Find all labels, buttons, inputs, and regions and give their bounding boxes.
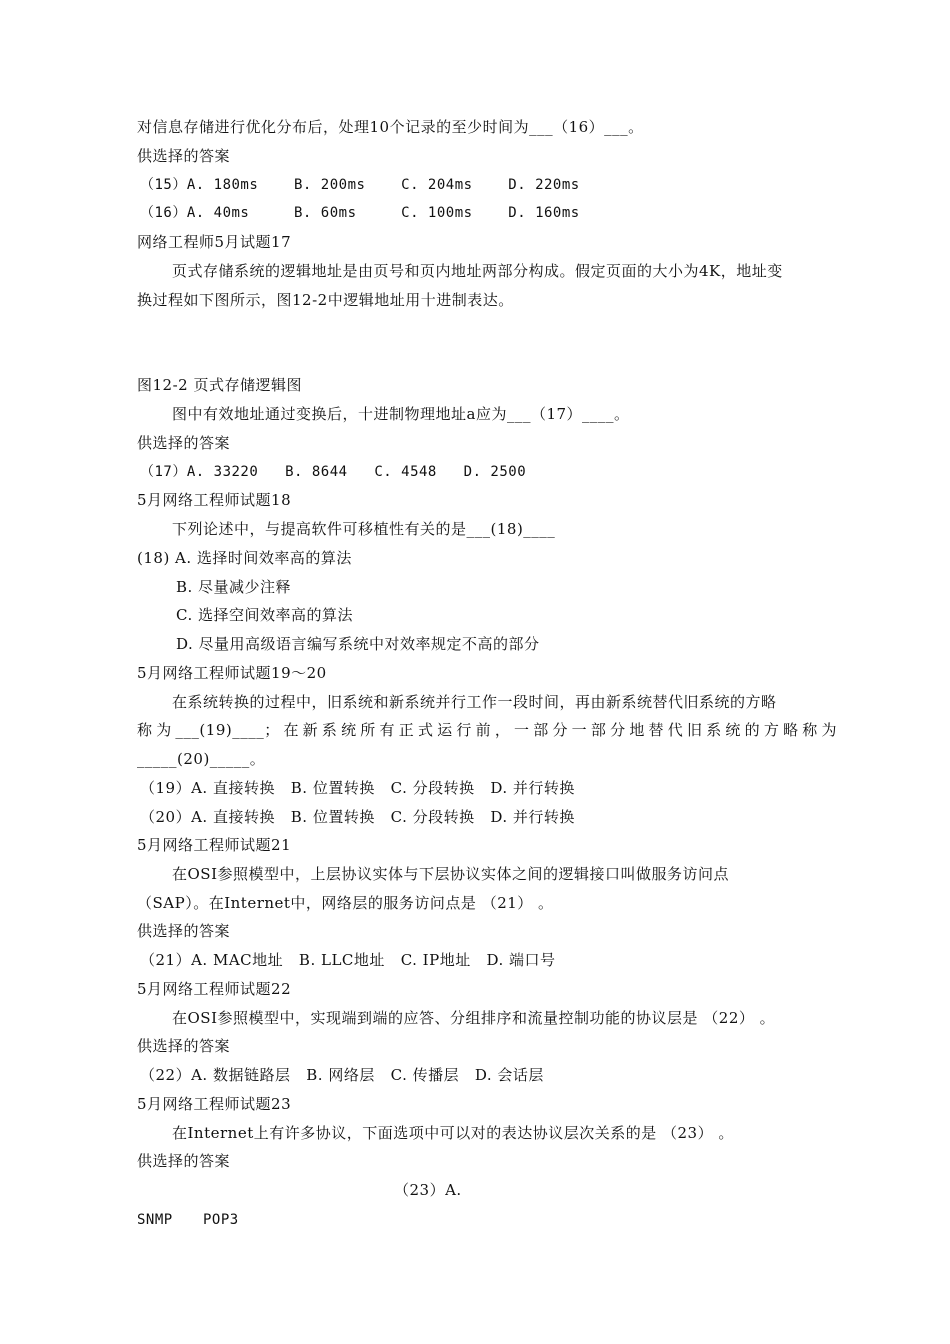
q17-body-line-2: 换过程如下图所示，图12-2中逻辑地址用十进制表达。 [137,291,514,309]
q16-options: （16）A. 40ms B. 60ms C. 100ms D. 160ms [140,205,580,221]
q23-pop3-label: POP3 [203,1212,239,1228]
choices-header: 供选择的答案 [137,1152,231,1170]
q17-title: 网络工程师5月试题17 [137,233,292,251]
q19-options: （19）A. 直接转换 B. 位置转换 C. 分段转换 D. 并行转换 [140,779,575,797]
choices-header: 供选择的答案 [137,1037,231,1055]
choices-header: 供选择的答案 [137,147,231,165]
q17-question: 图中有效地址通过变换后，十进制物理地址a应为___（17）____。 [172,405,630,423]
q23-option-a: （23）A. [394,1181,462,1199]
q18-option-a: (18) A. 选择时间效率高的算法 [137,549,352,567]
q19-title: 5月网络工程师试题19～20 [137,664,327,682]
q20-options: （20）A. 直接转换 B. 位置转换 C. 分段转换 D. 并行转换 [140,808,575,826]
q21-options: （21）A. MAC地址 B. LLC地址 C. IP地址 D. 端口号 [140,951,556,969]
q18-option-b: B. 尽量减少注释 [176,578,292,596]
q22-options: （22）A. 数据链路层 B. 网络层 C. 传播层 D. 会话层 [140,1066,544,1084]
q23-snmp-label: SNMP [137,1212,173,1228]
q16-intro: 对信息存储进行优化分布后，处理10个记录的至少时间为___（16）___。 [137,118,644,136]
q18-option-d: D. 尽量用高级语言编写系统中对效率规定不高的部分 [176,635,540,653]
q18-option-c: C. 选择空间效率高的算法 [176,606,353,624]
q17-options: （17）A. 33220 B. 8644 C. 4548 D. 2500 [140,464,527,480]
q21-title: 5月网络工程师试题21 [137,836,292,854]
q23-title: 5月网络工程师试题23 [137,1095,292,1113]
figure-caption: 图12-2 页式存储逻辑图 [137,376,302,394]
q19-body-line-2: 称为___(19)____；在新系统所有正式运行前，一部分一部分地替代旧系统的方略称为 [137,721,837,739]
q22-question: 在OSI参照模型中，实现端到端的应答、分组排序和流量控制功能的协议层是 （22） 。 [172,1009,776,1027]
q23-question: 在Internet上有许多协议，下面选项中可以对的表达协议层次关系的是 （23） 。 [172,1124,734,1142]
choices-header: 供选择的答案 [137,922,231,940]
q15-options: （15）A. 180ms B. 200ms C. 204ms D. 220ms [140,177,580,193]
q21-body-line-2: （SAP）。在Internet中，网络层的服务访问点是 （21） 。 [137,894,554,912]
q19-body-line-1: 在系统转换的过程中，旧系统和新系统并行工作一段时间，再由新系统替代旧系统的方略 [172,693,777,711]
q19-body-line-3: _____(20)_____。 [137,750,266,768]
q18-question: 下列论述中，与提高软件可移植性有关的是___(18)____ [172,520,556,538]
q21-body-line-1: 在OSI参照模型中，上层协议实体与下层协议实体之间的逻辑接口叫做服务访问点 [172,865,730,883]
choices-header: 供选择的答案 [137,434,231,452]
q22-title: 5月网络工程师试题22 [137,980,292,998]
q18-title: 5月网络工程师试题18 [137,491,292,509]
q17-body-line-1: 页式存储系统的逻辑地址是由页号和页内地址两部分构成。假定页面的大小为4K，地址变 [172,262,783,280]
